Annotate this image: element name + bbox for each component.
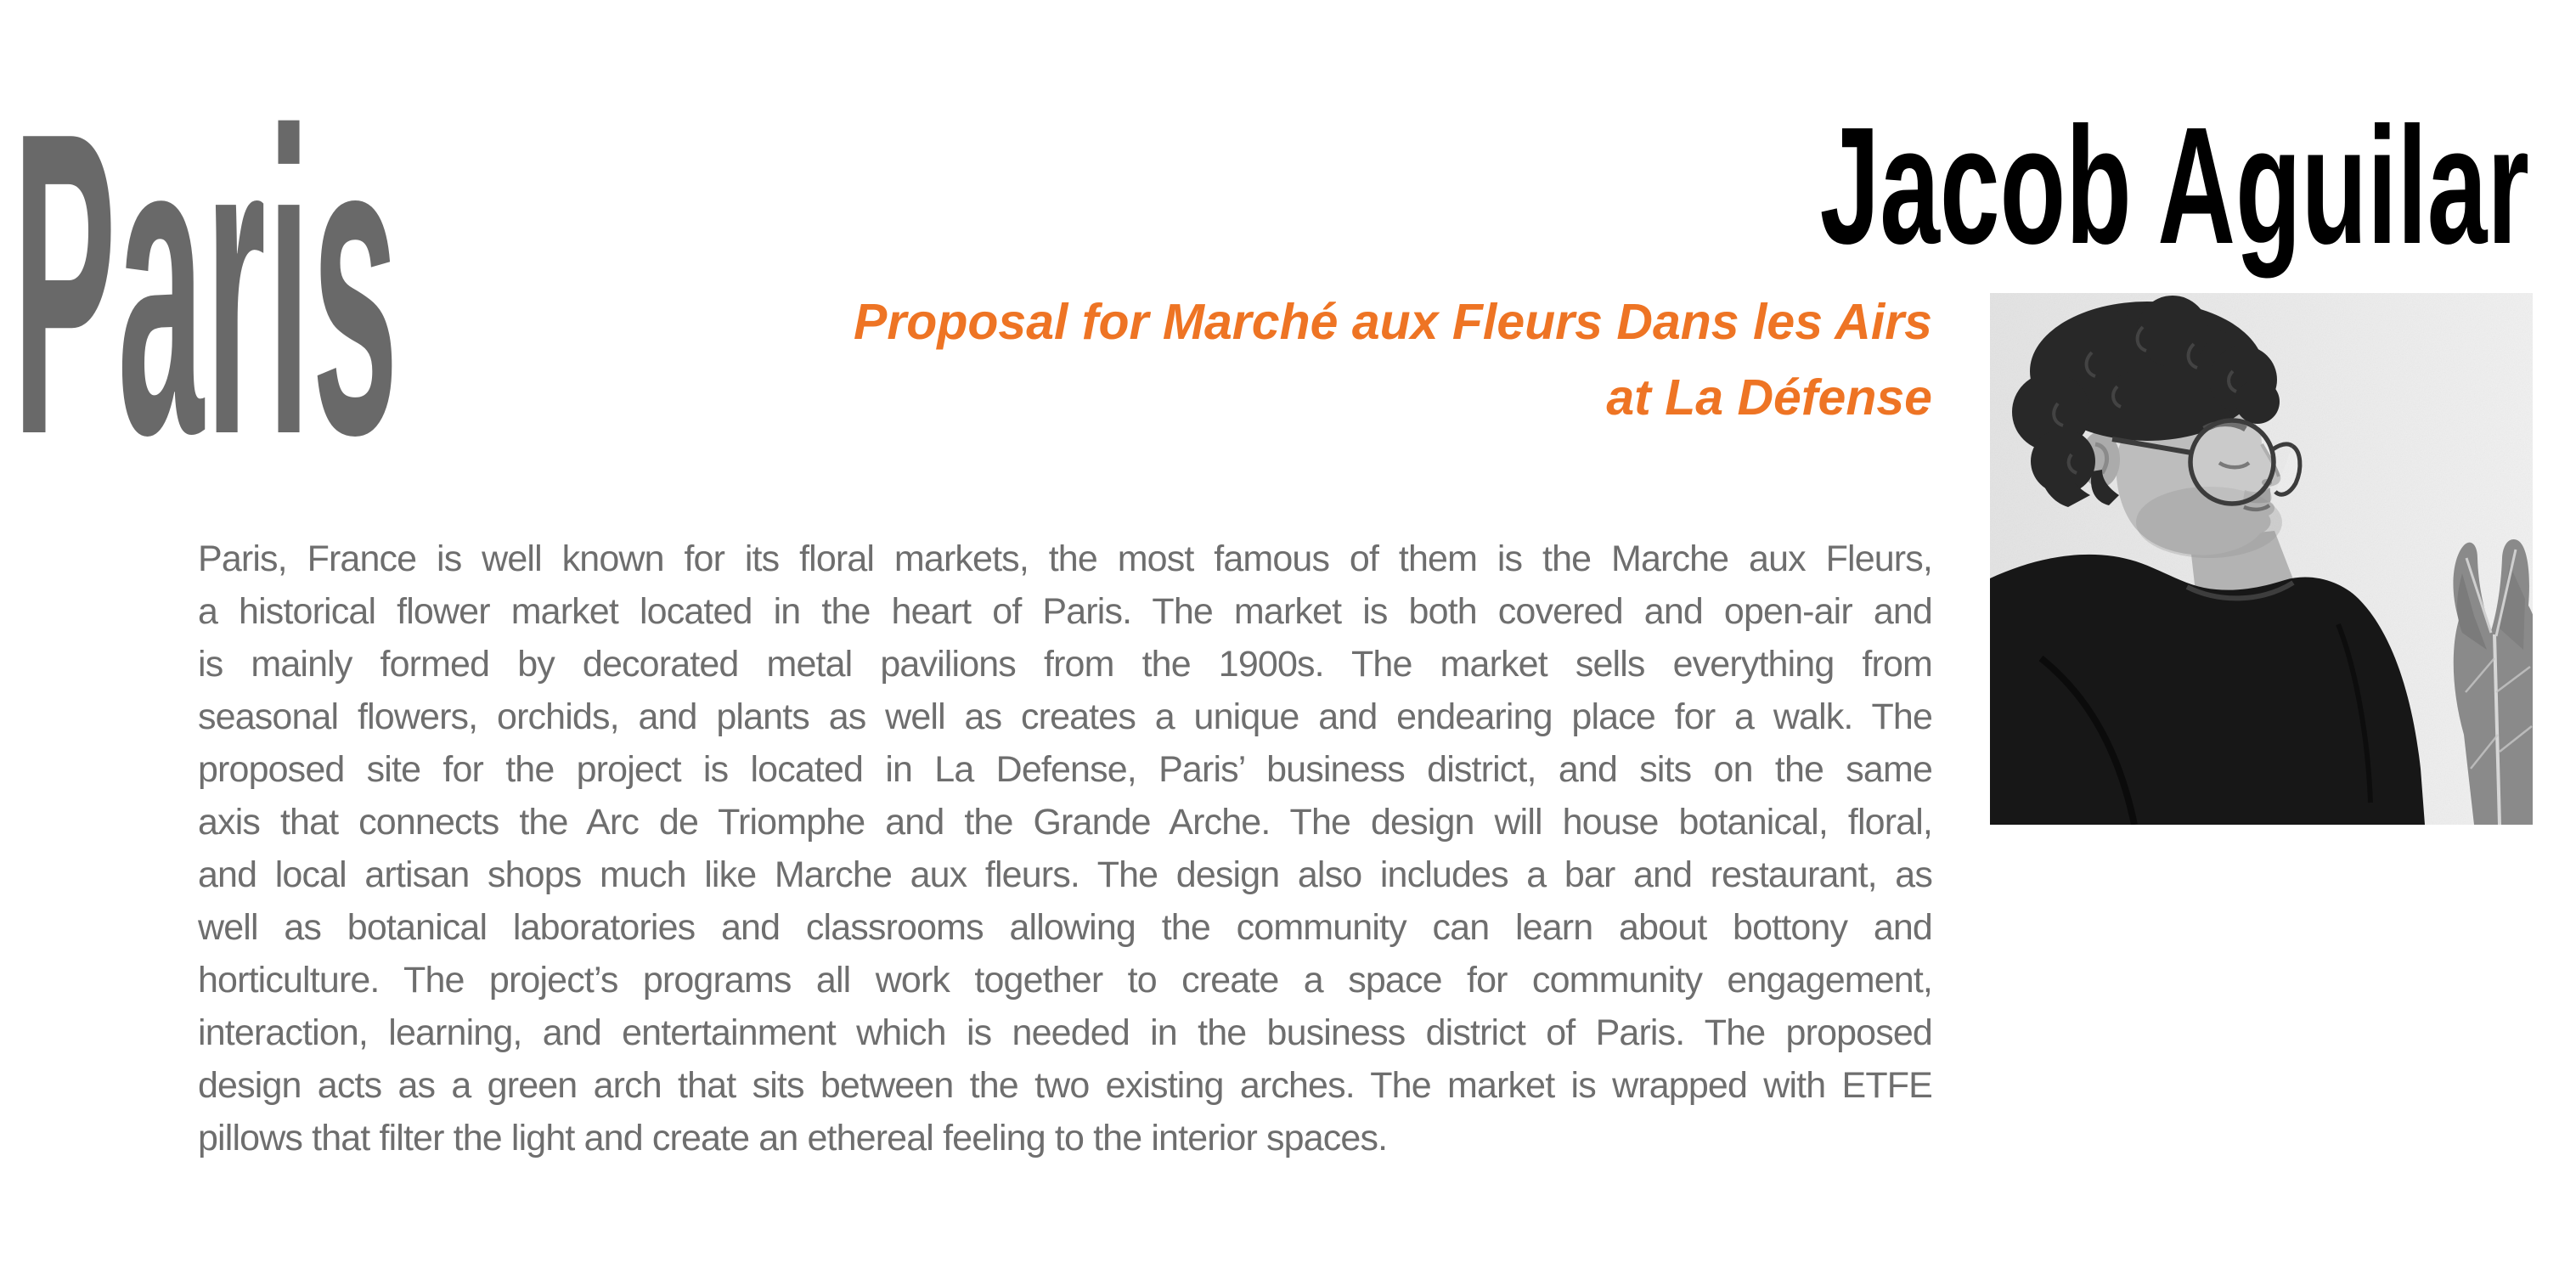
body-line: Paris, France is well known for its floral markets, the most famous of them is the Marche aux Fleurs, bbox=[198, 538, 1932, 579]
body-line: well as botanical laboratories and classrooms allowing the community can learn about bottony and bbox=[198, 907, 1932, 948]
body-line: proposed site for the project is located in La Defense, Paris’ business district, and sits on the same bbox=[198, 749, 1932, 790]
portrait-photo bbox=[1990, 293, 2533, 825]
body-line: a historical flower market located in the heart of Paris. The market is both covered and open-air and bbox=[198, 591, 1932, 632]
author-name: Jacob Aguilar bbox=[1819, 93, 2529, 279]
city-title: Paris bbox=[13, 43, 400, 524]
body-line: seasonal flowers, orchids, and plants as well as creates a unique and endearing place for a walk. The bbox=[198, 696, 1932, 737]
body-line: interaction, learning, and entertainment which is needed in the business district of Paris. The proposed bbox=[198, 1012, 1932, 1053]
body-line: pillows that filter the light and create an ethereal feeling to the interior spaces. bbox=[198, 1118, 1388, 1158]
project-description bbox=[198, 533, 1932, 1164]
subtitle-line-2: at La Défense bbox=[1606, 369, 1932, 426]
body-line: design acts as a green arch that sits between the two existing arches. The market is wrapped with ETFE bbox=[198, 1065, 1932, 1106]
body-line: horticulture. The project’s programs all work together to create a space for community engagement, bbox=[198, 960, 1932, 1001]
body-line: is mainly formed by decorated metal pavilions from the 1900s. The market sells everything from bbox=[198, 644, 1932, 685]
body-line: axis that connects the Arc de Triomphe and the Grande Arche. The design will house botanical, floral, bbox=[198, 802, 1932, 843]
body-line: and local artisan shops much like Marche aux fleurs. The design also includes a bar and restaurant, as bbox=[198, 854, 1932, 895]
project-subtitle bbox=[854, 285, 1932, 436]
portrait-illustration bbox=[1990, 293, 2533, 825]
subtitle-line-1: Proposal for Marché aux Fleurs Dans les Airs bbox=[853, 294, 1932, 350]
